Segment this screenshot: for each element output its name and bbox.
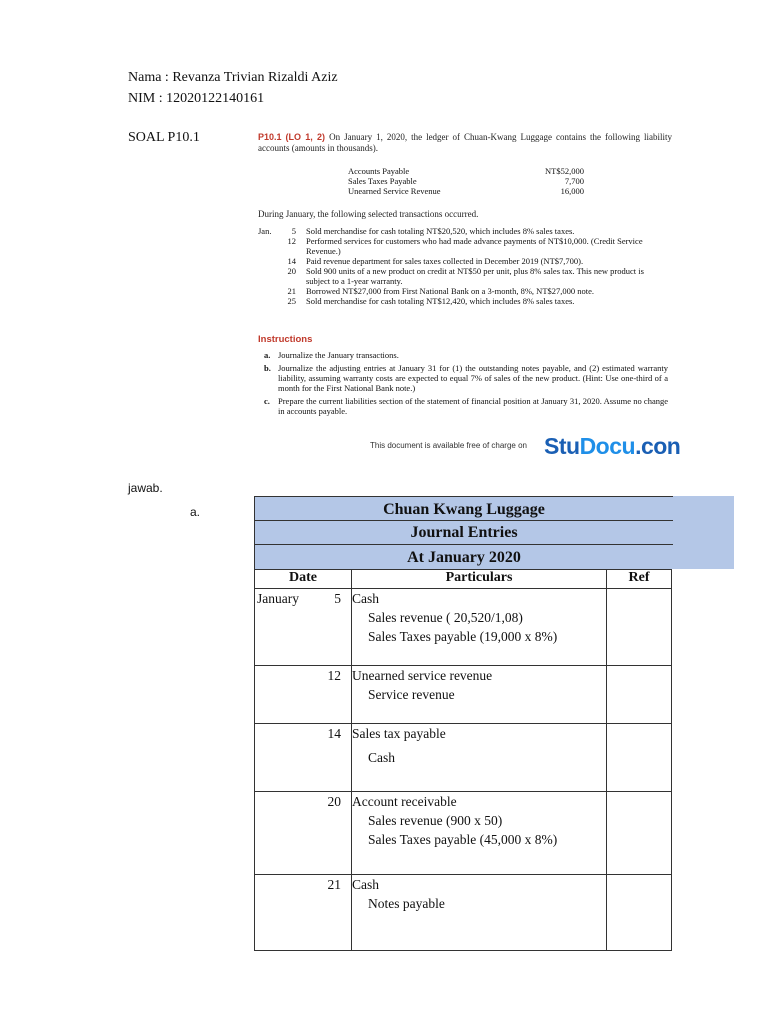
part-letter: a. <box>190 505 201 519</box>
answer-label: jawab. <box>128 481 163 495</box>
problem-lo: (LO 1, 2) <box>285 132 326 142</box>
problem-intro <box>258 132 672 153</box>
journal-company-title: Chuan Kwang Luggage <box>255 496 673 521</box>
col-particulars: Particulars <box>352 570 607 589</box>
journal-date-cell: 20 <box>255 792 352 875</box>
studocu-logo: StuDocu.con <box>544 433 681 459</box>
instructions-title: Instructions <box>258 334 313 345</box>
journal-ref-cell <box>607 666 672 724</box>
watermark-text: This document is available free of charge on <box>370 441 527 450</box>
account-row: Accounts Payable NT$52,000 <box>348 166 584 176</box>
journal-header-row <box>255 570 672 589</box>
transaction-item: 20 Sold 900 units of a new product on credit at NT$50 per unit, plus 8% sales tax. This new product is subject to a 1-year warranty. <box>287 266 644 286</box>
transaction-item: 12 Performed services for customers who had made advance payments of NT$10,000. (Credit Service Revenue.) <box>287 236 643 256</box>
journal-table <box>254 569 672 951</box>
student-nim: NIM : 12020122140161 <box>128 91 265 106</box>
journal-period-title: At January 2020 <box>407 549 521 566</box>
journal-row <box>255 589 672 666</box>
problem-intro-text: On January 1, 2020, the ledger of Chuan-Kwang Luggage contains the following liability accounts (amounts in thousands). <box>258 132 673 153</box>
col-date: Date <box>255 570 352 589</box>
account-row: Unearned Service Revenue 16,000 <box>348 186 584 196</box>
instruction-item: c. Prepare the current liabilities section of the statement of financial position at January 31, 2020. Assume no change in accounts payable. <box>264 396 668 416</box>
journal-particulars-cell: Account receivable Sales revenue (900 x 50) Sales Taxes payable (45,000 x 8%) <box>352 792 607 875</box>
instruction-item: b. Journalize the adjusting entries at January 31 for (1) the outstanding notes payable, and (2) estimated warranty liability, assuming warranty costs are expected to equal 7% of sales of the new product. (Hint: Use one-third of a month for the First National Bank note.) <box>264 363 668 393</box>
transaction-item: Jan. 5 Sold merchandise for cash totaling NT$20,520, which includes 8% sales taxes. <box>258 226 575 236</box>
journal-title-block <box>254 496 673 569</box>
instructions-list <box>264 350 674 416</box>
journal-date-cell: January 5 <box>255 589 352 666</box>
col-ref: Ref <box>607 570 672 589</box>
journal-ref-cell <box>607 724 672 792</box>
journal-particulars-cell: Cash Notes payable <box>352 875 607 951</box>
during-text: During January, the following selected transactions occurred. <box>258 209 479 219</box>
problem-code: P10.1 <box>258 132 282 142</box>
journal-date-cell: 21 <box>255 875 352 951</box>
liability-accounts <box>346 166 586 196</box>
transactions-list <box>258 226 672 306</box>
journal-particulars-cell: Sales tax payable Cash <box>352 724 607 792</box>
transaction-item: 25 Sold merchandise for cash totaling NT$12,420, which includes 8% sales taxes. <box>287 296 575 306</box>
journal-name-title: Journal Entries <box>255 521 673 545</box>
transaction-item: 21 Borrowed NT$27,000 from First National Bank on a 3-month, 8%, NT$27,000 note. <box>287 286 595 296</box>
account-row: Sales Taxes Payable 7,700 <box>348 176 584 186</box>
instruction-item: a. Journalize the January transactions. <box>264 350 399 360</box>
journal-row <box>255 724 672 792</box>
journal-ref-cell <box>607 875 672 951</box>
journal-particulars-cell: Cash Sales revenue ( 20,520/1,08) Sales Taxes payable (19,000 x 8%) <box>352 589 607 666</box>
journal-ref-cell <box>607 792 672 875</box>
journal-row <box>255 875 672 951</box>
journal-ref-cell <box>607 589 672 666</box>
journal-row <box>255 666 672 724</box>
journal-date-cell: 12 <box>255 666 352 724</box>
journal-date-cell: 14 <box>255 724 352 792</box>
journal-row <box>255 792 672 875</box>
transaction-item: 14 Paid revenue department for sales taxes collected in December 2019 (NT$7,700). <box>287 256 584 266</box>
question-label: SOAL P10.1 <box>128 130 200 145</box>
journal-particulars-cell: Unearned service revenue Service revenue <box>352 666 607 724</box>
student-name: Nama : Revanza Trivian Rizaldi Aziz <box>128 70 338 85</box>
